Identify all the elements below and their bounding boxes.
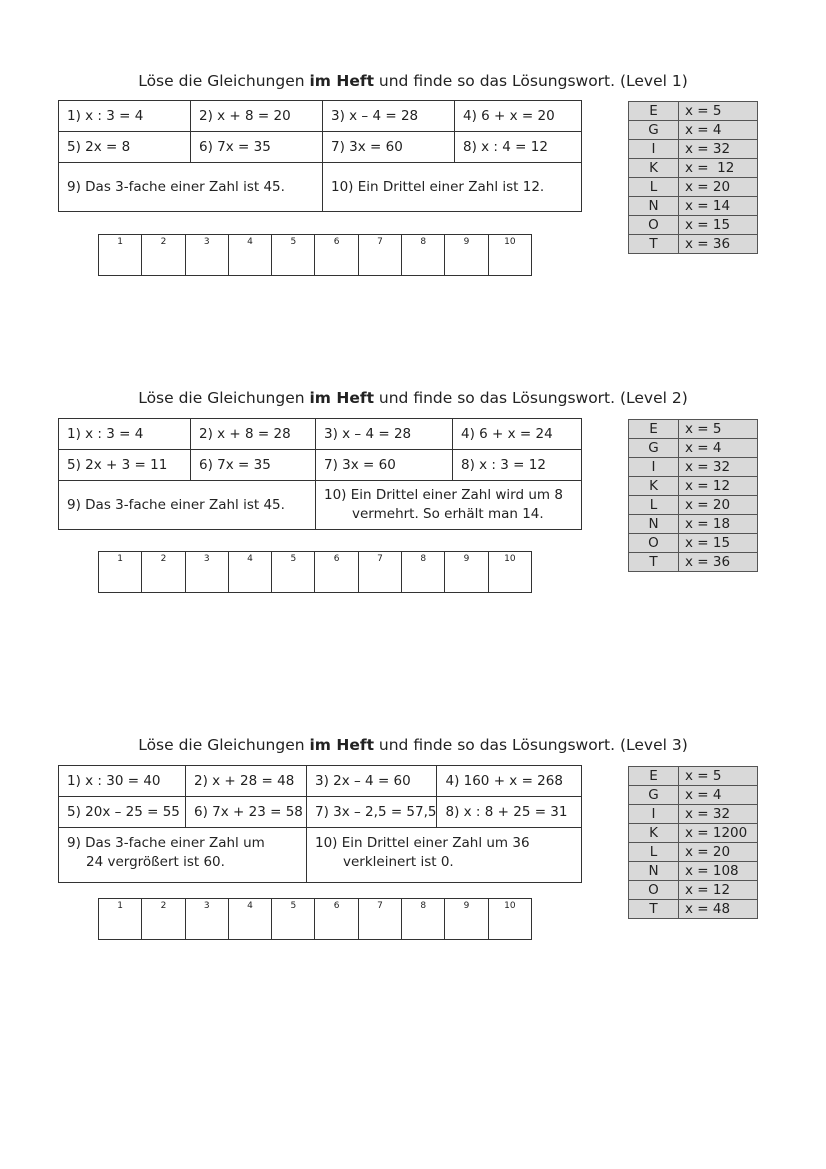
- word-problem-9: [59, 481, 316, 530]
- equation-cell: 5) 2x = 8: [59, 132, 191, 163]
- equation-cell: 1) x : 3 = 4: [59, 101, 191, 132]
- key-value: x = 5: [679, 102, 758, 121]
- level-2-title: [0, 389, 826, 407]
- key-letter: L: [629, 843, 679, 862]
- key-value: x = 32: [679, 805, 758, 824]
- level-2-equations-table: [58, 418, 582, 530]
- answer-box[interactable]: 9: [445, 235, 488, 276]
- level-3-answer-grid: [98, 898, 532, 940]
- key-letter: O: [629, 534, 679, 553]
- equation-cell: 3) x – 4 = 28: [316, 419, 453, 450]
- answer-box[interactable]: 4: [228, 552, 271, 593]
- key-value: x = 5: [679, 767, 758, 786]
- key-letter: E: [629, 767, 679, 786]
- title-text: Löse die Gleichungen: [138, 389, 310, 407]
- key-letter: I: [629, 805, 679, 824]
- key-letter: N: [629, 197, 679, 216]
- key-letter: E: [629, 102, 679, 121]
- key-value: x = 5: [679, 420, 758, 439]
- answer-box[interactable]: 2: [142, 235, 185, 276]
- key-value: x = 108: [679, 862, 758, 881]
- answer-box[interactable]: 4: [228, 899, 271, 940]
- answer-box[interactable]: 4: [228, 235, 271, 276]
- answer-box[interactable]: 6: [315, 552, 358, 593]
- answer-box[interactable]: 7: [358, 552, 401, 593]
- equation-cell: 2) x + 8 = 20: [191, 101, 323, 132]
- equation-cell: 4) 160 + x = 268: [437, 766, 582, 797]
- word-problem-line: 9) Das 3-fache einer Zahl um: [67, 835, 265, 851]
- answer-box[interactable]: 2: [142, 899, 185, 940]
- word-problem-9: [59, 828, 307, 883]
- equation-cell: 2) x + 8 = 28: [191, 419, 316, 450]
- answer-box[interactable]: 3: [185, 235, 228, 276]
- word-problem-line: 24 vergrößert ist 60.: [86, 854, 225, 870]
- answer-box[interactable]: 5: [272, 552, 315, 593]
- answer-box[interactable]: 1: [99, 552, 142, 593]
- level-1-answer-grid: [98, 234, 532, 276]
- equation-cell: 3) 2x – 4 = 60: [307, 766, 437, 797]
- key-value: x = 32: [679, 458, 758, 477]
- key-letter: I: [629, 140, 679, 159]
- key-value: x = 18: [679, 515, 758, 534]
- key-value: x = 12: [679, 477, 758, 496]
- key-letter: T: [629, 553, 679, 572]
- level-3-title: [0, 736, 826, 754]
- level-3-equations-table: [58, 765, 582, 883]
- key-letter: O: [629, 216, 679, 235]
- level-3-letter-key: [628, 766, 758, 919]
- equation-cell: 3) x – 4 = 28: [323, 101, 455, 132]
- answer-box[interactable]: 2: [142, 552, 185, 593]
- word-problem-line: 9) Das 3-fache einer Zahl ist 45.: [67, 178, 285, 195]
- word-problem-10: [307, 828, 582, 883]
- equation-cell: 4) 6 + x = 20: [455, 101, 582, 132]
- key-value: x = 20: [679, 843, 758, 862]
- equation-cell: 7) 3x = 60: [316, 450, 453, 481]
- key-letter: L: [629, 496, 679, 515]
- key-letter: I: [629, 458, 679, 477]
- key-letter: K: [629, 477, 679, 496]
- word-problem-line: verkleinert ist 0.: [343, 854, 454, 870]
- key-letter: N: [629, 515, 679, 534]
- title-text: und finde so das Lösungswort. (Level 2): [373, 389, 688, 407]
- title-text: und finde so das Lösungswort. (Level 1): [373, 72, 688, 90]
- key-value: x = 15: [679, 216, 758, 235]
- equation-cell: 6) 7x = 35: [191, 132, 323, 163]
- answer-box[interactable]: 10: [488, 552, 531, 593]
- key-letter: G: [629, 786, 679, 805]
- key-value: x = 1200: [679, 824, 758, 843]
- answer-box[interactable]: 6: [315, 899, 358, 940]
- key-value: x = 4: [679, 786, 758, 805]
- key-value: x = 4: [679, 121, 758, 140]
- key-value: x = 36: [679, 553, 758, 572]
- key-value: x = 4: [679, 439, 758, 458]
- level-2-letter-key: [628, 419, 758, 572]
- equation-cell: 1) x : 3 = 4: [59, 419, 191, 450]
- title-bold: im Heft: [309, 389, 374, 407]
- word-problem-line: 10) Ein Drittel einer Zahl ist 12.: [331, 178, 545, 195]
- answer-box[interactable]: 1: [99, 235, 142, 276]
- key-letter: K: [629, 159, 679, 178]
- answer-box[interactable]: 3: [185, 899, 228, 940]
- title-text: Löse die Gleichungen: [138, 72, 310, 90]
- equation-cell: 7) 3x = 60: [323, 132, 455, 163]
- equation-cell: 4) 6 + x = 24: [453, 419, 582, 450]
- key-letter: L: [629, 178, 679, 197]
- answer-box[interactable]: 5: [272, 235, 315, 276]
- answer-box[interactable]: 3: [185, 552, 228, 593]
- key-letter: N: [629, 862, 679, 881]
- title-text: und finde so das Lösungswort. (Level 3): [373, 736, 688, 754]
- answer-box[interactable]: 7: [358, 235, 401, 276]
- key-value: x = 12: [679, 881, 758, 900]
- key-value: x = 12: [679, 159, 758, 178]
- answer-box[interactable]: 10: [488, 235, 531, 276]
- equation-cell: 8) x : 4 = 12: [455, 132, 582, 163]
- answer-box[interactable]: 8: [402, 552, 445, 593]
- equation-cell: 6) 7x = 35: [191, 450, 316, 481]
- equation-cell: 8) x : 3 = 12: [453, 450, 582, 481]
- answer-box[interactable]: 5: [272, 899, 315, 940]
- word-problem-line: vermehrt. So erhält man 14.: [352, 506, 544, 522]
- answer-box[interactable]: 9: [445, 552, 488, 593]
- key-value: x = 14: [679, 197, 758, 216]
- equation-cell: 5) 20x – 25 = 55: [59, 797, 186, 828]
- key-value: x = 20: [679, 178, 758, 197]
- title-text: Löse die Gleichungen: [138, 736, 310, 754]
- answer-box[interactable]: 7: [358, 899, 401, 940]
- title-bold: im Heft: [309, 736, 374, 754]
- equation-cell: 6) 7x + 23 = 58: [186, 797, 307, 828]
- answer-box[interactable]: 8: [402, 235, 445, 276]
- level-2-answer-grid: [98, 551, 532, 593]
- key-letter: O: [629, 881, 679, 900]
- level-1-title: [0, 72, 826, 90]
- key-value: x = 20: [679, 496, 758, 515]
- word-problem-line: 10) Ein Drittel einer Zahl wird um 8: [324, 487, 563, 503]
- answer-box[interactable]: 9: [445, 899, 488, 940]
- word-problem-line: 9) Das 3-fache einer Zahl ist 45.: [67, 496, 285, 513]
- equation-cell: 5) 2x + 3 = 11: [59, 450, 191, 481]
- level-1-equations-table: [58, 100, 582, 212]
- answer-box[interactable]: 6: [315, 235, 358, 276]
- key-letter: E: [629, 420, 679, 439]
- level-1-letter-key: [628, 101, 758, 254]
- answer-box[interactable]: 1: [99, 899, 142, 940]
- title-bold: im Heft: [309, 72, 374, 90]
- answer-box[interactable]: 8: [402, 899, 445, 940]
- equation-cell: 2) x + 28 = 48: [186, 766, 307, 797]
- key-value: x = 36: [679, 235, 758, 254]
- word-problem-line: 10) Ein Drittel einer Zahl um 36: [315, 835, 530, 851]
- key-value: x = 48: [679, 900, 758, 919]
- equation-cell: 1) x : 30 = 40: [59, 766, 186, 797]
- key-letter: K: [629, 824, 679, 843]
- equation-cell: 7) 3x – 2,5 = 57,5: [307, 797, 437, 828]
- word-problem-10: [316, 481, 582, 530]
- word-problem-10: [323, 163, 582, 212]
- key-letter: T: [629, 900, 679, 919]
- key-letter: G: [629, 121, 679, 140]
- word-problem-9: [59, 163, 323, 212]
- key-letter: G: [629, 439, 679, 458]
- key-letter: T: [629, 235, 679, 254]
- key-value: x = 15: [679, 534, 758, 553]
- equation-cell: 8) x : 8 + 25 = 31: [437, 797, 582, 828]
- answer-box[interactable]: 10: [488, 899, 531, 940]
- key-value: x = 32: [679, 140, 758, 159]
